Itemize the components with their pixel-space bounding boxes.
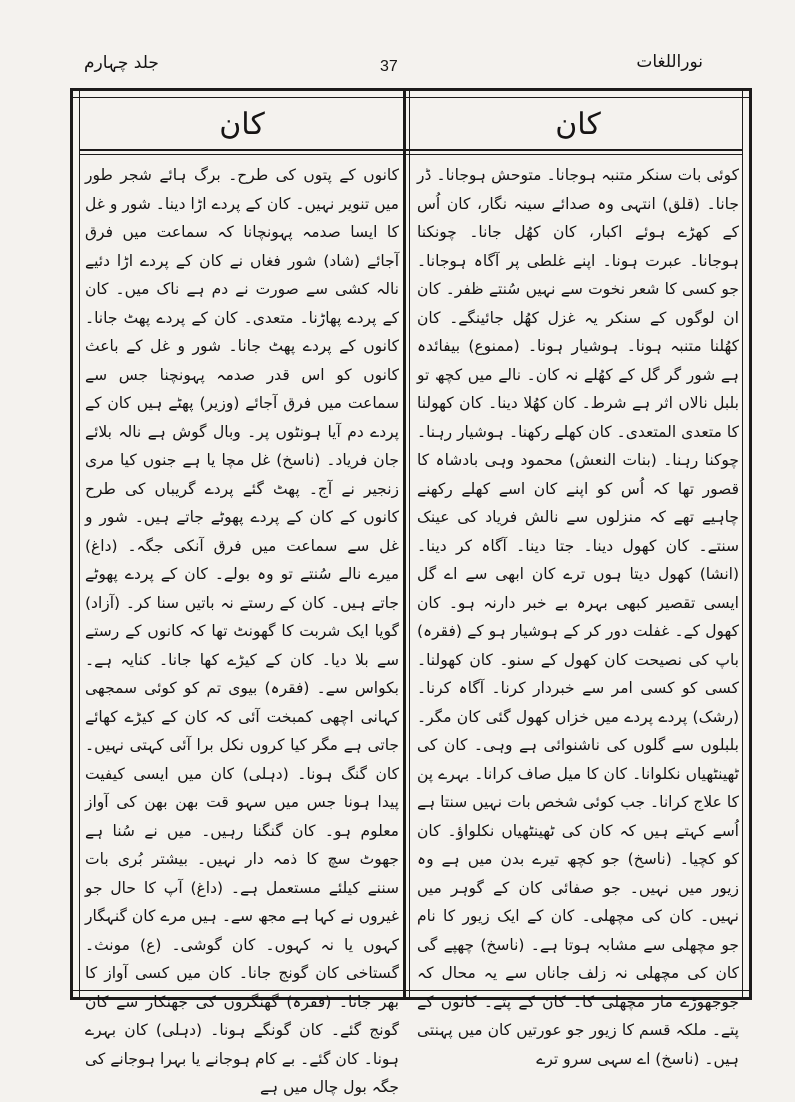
frame-inner-rule [73, 97, 749, 98]
heading-rule [79, 149, 743, 151]
frame-inner-rule [79, 91, 80, 997]
right-column-heading: کان [555, 107, 601, 142]
left-column-heading: کان [219, 107, 265, 142]
page-frame [70, 88, 752, 1096]
column-divider [403, 91, 406, 997]
column-divider [409, 91, 410, 997]
left-column-body [85, 161, 399, 1096]
dictionary-title: نوراللغات [636, 52, 703, 72]
page-number: 37 [380, 58, 398, 75]
frame-inner-rule [742, 91, 743, 997]
left-column-text: کانوں کے پتوں کی طرح۔ برگ ہائے شجر طور میں تنویر نہیں۔ کان کے پردے اڑا دینا۔ شور و غل کا ایسا صدمہ پہونچانا کہ سماعت میں فرق آجائے (شاد) شور فغاں نے کان کے پردے اڑا دئیے نالہ کشی سے صورت نے دم ہے ناک میں۔ کان کے پردے پھاڑنا۔ متعدی۔ کان کے پردے پھٹ جانا۔ کانوں کے پردے پھٹ جانا۔ شور و غل کے باعث کانوں کو اس قدر صدمہ پہونچنا جس سے سماعت میں فرق آجائے (وزیر) پھٹے ہیں کان کے پردے دم آیا ہونٹوں پر۔ وبال گوش ہے نالہ بلائے جان فریاد۔ (ناسخ) غل مچا یا ہے جنوں کیا مری زنجیر نے آج۔ پھٹ گئے پردے گریباں کی طرح کانوں کے کان کے پردے پھوٹے جاتے ہیں۔ شور و غل سے سماعت میں فرق آنکی جگہ۔ (داغ) میرے نالے سُنتے تو وہ بولے۔ کان کے پردے پھوٹے جاتے ہیں۔ کان کے رستے نہ باتیں سنا کر۔ (آزاد) گویا ایک شربت کا گھونٹ تھا کہ کانوں کے رستے سے بلا دیا۔ کان کے کیڑے کھا جانا۔ کنایہ ہے۔ بکواس سے۔ (فقرہ) بیوی تم کو کوئی سمجھی کہانی اچھی کمبخت آئی کہ کان کے کیڑے کھائے جاتی ہے مگر کیا کروں نکل برا آئی کہتی نہیں۔ کان گنگ ہونا۔ (دہلی) کان میں ایسی کیفیت پیدا ہونا جس میں سہو قت بھن بھن کی آواز معلوم ہو۔ کان گنگنا رہیں۔ میں نے سُنا ہے جھوٹ سچ کا ذمہ دار نہیں۔ بیشتر بُری بات سننے کیلئے مستعمل ہے۔ (داغ) آپ کا حال جو غیروں نے کہا ہے مجھ سے۔ ہیں مرے کان گنہگار کہوں یا نہ کہوں۔ کان گوشی۔ (ع) مونث۔ گستاخی کان گونج جانا۔ کان میں کسی آواز کا بھر جانا۔ (فقرہ) گھنگروں کی جھنکار سے کان گونج گئے۔ کان گونگے ہونا۔ (دہلی) کان بہرے ہونا۔ کان گئے۔ بے کام ہوجانے یا بہرا ہوجانے کی جگہ بول چال میں ہے [85, 166, 399, 1096]
right-column-body [417, 161, 739, 1068]
heading-rule [79, 154, 743, 155]
right-column-text: کوئی بات سنکر متنبہ ہوجانا۔ متوحش ہوجانا۔ ڈر جانا۔ (قلق) انتہی وہ صدائے سینہ نگار، کان اُس کے کھڑے ہوئے اکبار، کان کھُل جانا۔ چونکنا ہوجانا۔ عبرت ہونا۔ اپنے غلطی پر آگاہ ہوجانا۔ جو کسی کا شعر نخوت سے نہیں سُنتے ظفر۔ کان ان لوگوں کے سنکر یہ غزل کھُل جائینگے۔ کان کھُلنا متنبہ ہونا۔ ہوشیار ہونا۔ (ممنوع) بیفائدہ ہے شور گر گل کے کھُلے نہ کان۔ نالے میں کچھ تو بلبل نالاں اثر ہے شرط۔ کان کھُلا دینا۔ کان کھولنا کا متعدی المتعدی۔ کان کھلے رکھنا۔ ہوشیار رہنا۔ چوکنا رہنا۔ (بنات النعش) محمود وہی بادشاہ کا قصور تھا کہ اُس کو اپنے کان اسے کھلے رکھنے چاہیے تھے کہ منزلوں سے نالش فریاد کی عینک سنتے۔ کان کھول دینا۔ جتا دینا۔ آگاہ کر دینا۔ (انشا) کھول دیتا ہوں ترے کان ابھی سے اے گل ایسی تقصیر کبھی بہرہ بے خبر دارنہ ہو۔ کان کھول کے۔ غفلت دور کر کے ہوشیار ہو کے (فقرہ) باپ کی نصیحت کان کھول کے سنو۔ کان کھولنا۔ کسی کو کسی امر سے خبردار کرنا۔ آگاہ کرنا۔ (رشک) پردے پردے میں خزاں کھول گئی کان مگر۔ بلبلوں سے گلوں کی ناشنوائی ہے وہی۔ کان کی ٹھینٹھیاں نکلوانا۔ کان کا میل صاف کرانا۔ بہرے پن کا علاج کرانا۔ جب کوئی شخص بات نہیں سنتا ہے اُسے کہتے ہیں کہ کان کی ٹھینٹھیاں نکلواؤ۔ کان کو کچیا۔ (ناسخ) جو کچھ تیرے بدن میں ہے وہ زیور میں نہیں۔ جو صفائی کان کے گوہر میں نہیں۔ کان کی مچھلی۔ کان کے ایک زیور کا نام جو مچھلی سے مشابہ ہوتا ہے۔ (ناسخ) چھپے گی کان کی مچھلی نہ زلف جاناں سے یہ محال کہ جوجھوڑے مار مچھلی کا۔ کان کے پتے۔ کانوں کے پتے۔ ملکہ قسم کا زیور جو عورتیں کان میں پہنتی ہیں۔ (ناسخ) اے سہی سرو ترے [417, 166, 739, 1068]
volume-label: جلد چہارم [84, 53, 159, 73]
